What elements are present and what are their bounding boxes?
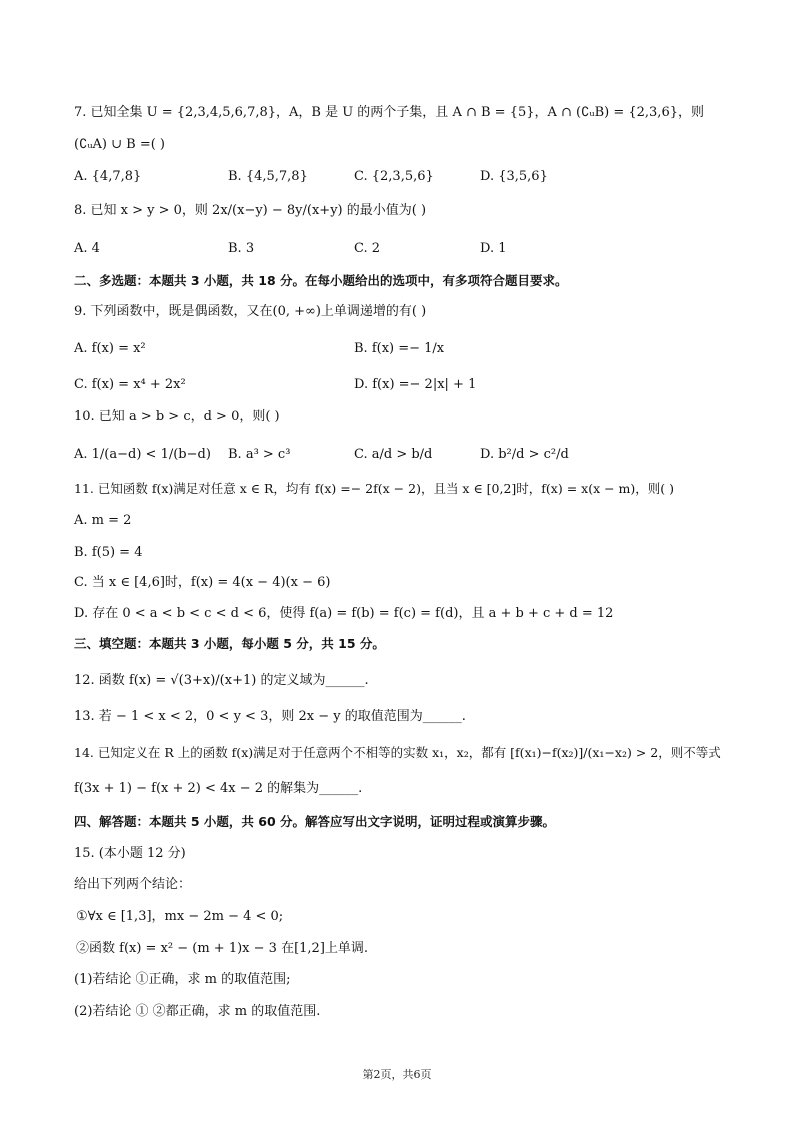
q10-stem: 10. 已知 a > b > c，d > 0，则( ) — [74, 409, 280, 424]
q11-stem: 11. 已知函数 f(x)满足对任意 x ∈ R，均有 f(x) =− 2f(x − 2)，且当 x ∈ [0,2]时，f(x) = x(x − m)，则( ) — [74, 481, 675, 496]
q10-option-c: C. a/d > b/d — [354, 447, 433, 462]
q7-option-d: D. {3,5,6} — [480, 169, 548, 184]
q7-stem-line1: 7. 已知全集 U = {2,3,4,5,6,7,8}，A，B 是 U 的两个子集，且 A ∩ B = {5}，A ∩ (∁ᵤB) = {2,3,6}，则 — [74, 105, 704, 120]
section-heading-4: 四、解答题：本题共 5 小题，共 60 分。解答应写出文字说明，证明过程或演算步骤。 — [74, 814, 556, 829]
q11-option-d: D. 存在 0 < a < b < c < d < 6，使得 f(a) = f(b) = f(c) = f(d)，且 a + b + c + d = 12 — [74, 606, 614, 621]
q15-intro: 给出下列两个结论： — [74, 877, 192, 892]
q8-option-a: A. 4 — [74, 241, 100, 256]
q14-stem-line2: f(3x + 1) − f(x + 2) < 4x − 2 的解集为______. — [74, 781, 363, 796]
q15-title: 15. (本小题 12 分) — [74, 846, 186, 861]
q7-option-c: C. {2,3,5,6} — [354, 169, 434, 184]
q7-option-a: A. {4,7,8} — [74, 169, 142, 184]
q8-option-c: C. 2 — [354, 241, 381, 256]
q10-option-a: A. 1/(a−d) < 1/(b−d) — [74, 447, 211, 462]
q10-option-b: B. a³ > c³ — [228, 447, 291, 462]
q10-option-d: D. b²/d > c²/d — [480, 447, 569, 462]
q8-option-b: B. 3 — [228, 241, 255, 256]
q12-stem: 12. 函数 f(x) = √(3+x)/(x+1) 的定义域为______. — [74, 673, 369, 688]
q15-conclusion-1: ①∀x ∈ [1,3]，mx − 2m − 4 < 0; — [76, 909, 284, 924]
q7-stem-line2: (∁ᵤA) ∪ B =( ) — [74, 137, 165, 152]
q9-option-a: A. f(x) = x² — [74, 341, 146, 356]
section-heading-3: 三、填空题：本题共 3 小题，每小题 5 分，共 15 分。 — [74, 636, 385, 651]
q11-option-a: A. m = 2 — [74, 513, 132, 528]
q14-stem-line1: 14. 已知定义在 R 上的函数 f(x)满足对于任意两个不相等的实数 x₁，x₂，都有 [f(x₁)−f(x₂)]/(x₁−x₂) > 2，则不等式 — [74, 745, 721, 760]
q15-part-1: (1)若结论 ①正确，求 m 的取值范围; — [74, 972, 291, 987]
q7-option-b: B. {4,5,7,8} — [228, 169, 308, 184]
section-heading-2: 二、多选题：本题共 3 小题，共 18 分。在每小题给出的选项中，有多项符合题目要求。 — [74, 273, 568, 288]
q15-part-2: (2)若结论 ① ②都正确，求 m 的取值范围. — [74, 1004, 321, 1019]
q13-stem: 13. 若 − 1 < x < 2，0 < y < 3，则 2x − y 的取值范围为______. — [74, 709, 466, 724]
q9-option-d: D. f(x) =− 2|x| + 1 — [354, 377, 477, 392]
q9-option-c: C. f(x) = x⁴ + 2x² — [74, 377, 186, 392]
page-footer: 第2页，共6页 — [362, 1068, 432, 1081]
q15-conclusion-2: ②函数 f(x) = x² − (m + 1)x − 3 在[1,2]上单调. — [76, 941, 369, 956]
q9-option-b: B. f(x) =− 1/x — [354, 341, 445, 356]
q8-option-d: D. 1 — [480, 241, 507, 256]
q11-option-b: B. f(5) = 4 — [74, 545, 143, 560]
q11-option-c: C. 当 x ∈ [4,6]时，f(x) = 4(x − 4)(x − 6) — [74, 575, 331, 590]
q8-stem: 8. 已知 x > y > 0，则 2x/(x−y) − 8y/(x+y) 的最小值为( ) — [74, 203, 427, 218]
q9-stem: 9. 下列函数中，既是偶函数，又在(0, +∞)上单调递增的有( ) — [74, 304, 427, 319]
